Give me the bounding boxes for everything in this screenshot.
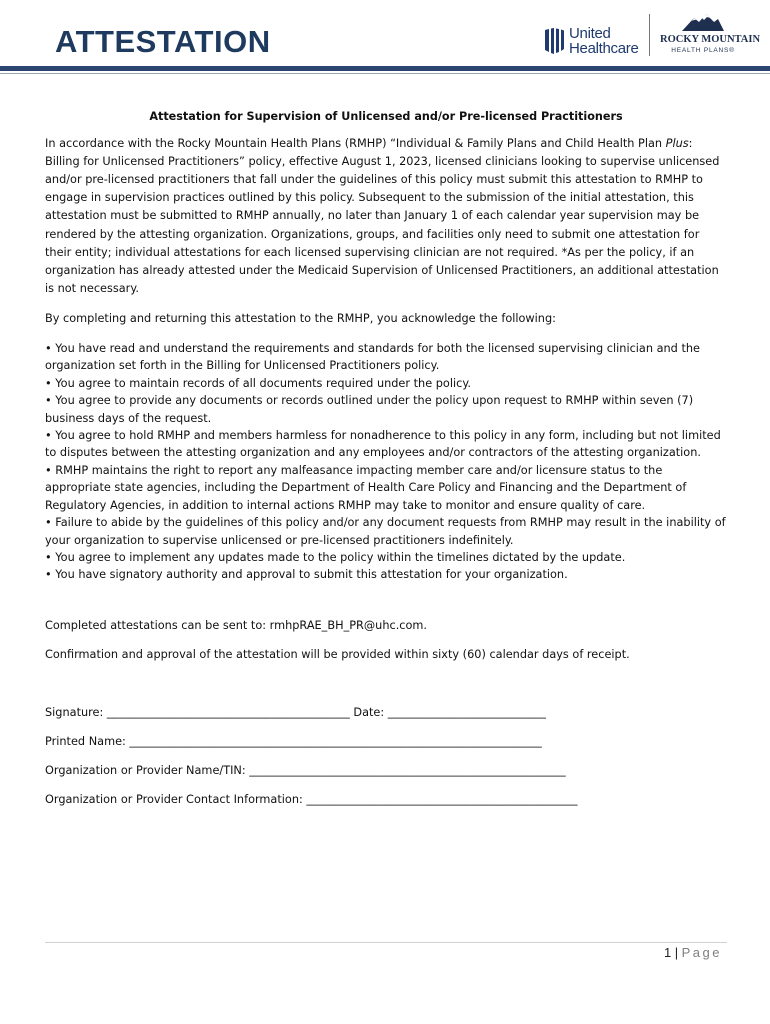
mountain-icon: [682, 12, 724, 32]
page-label: Page: [681, 945, 722, 960]
acknowledgement-list: [45, 340, 727, 584]
page-header: [0, 0, 770, 78]
list-item: • You agree to implement any updates made to the policy within the timelines dictated by the update.: [45, 549, 727, 566]
contact-email-line: Completed attestations can be sent to: rmhpRAE_BH_PR@uhc.com.: [45, 618, 428, 632]
list-item: • You agree to hold RMHP and members harmless for nonadherence to this policy in any form, including but not limited to disputes between the attesting organization and any employees and/or contractors of the attesting organization.: [45, 427, 727, 462]
header-rule-thin: [0, 73, 770, 74]
list-item: • You agree to provide any documents or records outlined under the policy upon request to RMHP within seven (7) business days of the request.: [45, 392, 727, 427]
document-title: ATTESTATION: [55, 24, 271, 59]
page-footer: [664, 945, 722, 960]
intro-paragraph: [45, 135, 727, 298]
logo-divider: [649, 14, 650, 56]
org-name-tin-field[interactable]: Organization or Provider Name/TIN: ________________________________________________________: [45, 763, 566, 777]
confirmation-line: Confirmation and approval of the attestation will be provided within sixty (60) calendar days of receipt.: [45, 647, 630, 661]
org-contact-field[interactable]: Organization or Provider Contact Information: ________________________________________________: [45, 792, 578, 806]
header-rule: [0, 66, 770, 71]
page-number: 1: [664, 945, 672, 960]
list-item: • You agree to maintain records of all documents required under the policy.: [45, 375, 727, 392]
rmhp-logo-subtitle: HEALTH PLANS®: [671, 47, 735, 54]
intro-text-after: : Billing for Unlicensed Practitioners” policy, effective August 1, 2023, licensed clinicians looking to supervise unlicensed and/or pre-licensed practitioners that fall under the guidelines of this policy must submit this attestation to RMHP to engage in supervision practices outlined by this policy. Subsequent to the submission of the initial attestation, this attestation must be submitted to RMHP annually, no later than January 1 of each calendar year supervision may be rendered by the attesting organization. Organizations, groups, and facilities only need to submit one attestation for their entity; individual attestations for each licensed supervising clinician are not required. *As per the policy, if an organization has already attested under the Medicaid Supervision of Unlicensed Practitioners, an additional attestation is not necessary.: [45, 137, 720, 295]
list-item: • You have signatory authority and approval to submit this attestation for your organization.: [45, 566, 727, 583]
intro-text-before: In accordance with the Rocky Mountain Health Plans (RMHP) “Individual & Family Plans and Child Health Plan: [45, 137, 666, 151]
acknowledge-paragraph: By completing and returning this attestation to the RMHP, you acknowledge the following:: [45, 311, 556, 325]
page-separator: |: [674, 945, 679, 960]
rmhp-logo-name: ROCKY MOUNTAIN: [660, 34, 761, 45]
united-healthcare-shield-icon: [543, 26, 565, 56]
signature-form: [45, 704, 727, 809]
list-item: • Failure to abide by the guidelines of this policy and/or any document requests from RMHP may result in the inability of your organization to supervise unlicensed or pre-licensed practitioners indefinitely.: [45, 514, 727, 549]
footer-rule: [45, 942, 727, 943]
list-item: • RMHP maintains the right to report any malfeasance impacting member care and/or licensure status to the appropriate state agencies, including the Department of Health Care Policy and Financing and the Department of Regulatory Agencies, in addition to internal actions RMHP may take to monitor and ensure quality of care.: [45, 462, 727, 514]
document-body: [45, 108, 727, 820]
signature-date-field[interactable]: Signature: ___________________________________________ Date: ____________________________: [45, 705, 546, 719]
printed-name-field[interactable]: Printed Name: _________________________________________________________________________: [45, 734, 542, 748]
intro-italic-plus: Plus: [665, 137, 689, 151]
rocky-mountain-logo: [660, 12, 761, 56]
uhc-logo-line1: United: [569, 25, 611, 42]
uhc-logo-line2: Healthcare: [569, 40, 639, 57]
list-item: • You have read and understand the requirements and standards for both the licensed supervising clinician and the organization set forth in the Billing for Unlicensed Practitioners policy.: [45, 340, 727, 375]
united-healthcare-logo: [543, 26, 643, 58]
document-subtitle: Attestation for Supervision of Unlicensed and/or Pre-licensed Practitioners: [149, 110, 623, 123]
